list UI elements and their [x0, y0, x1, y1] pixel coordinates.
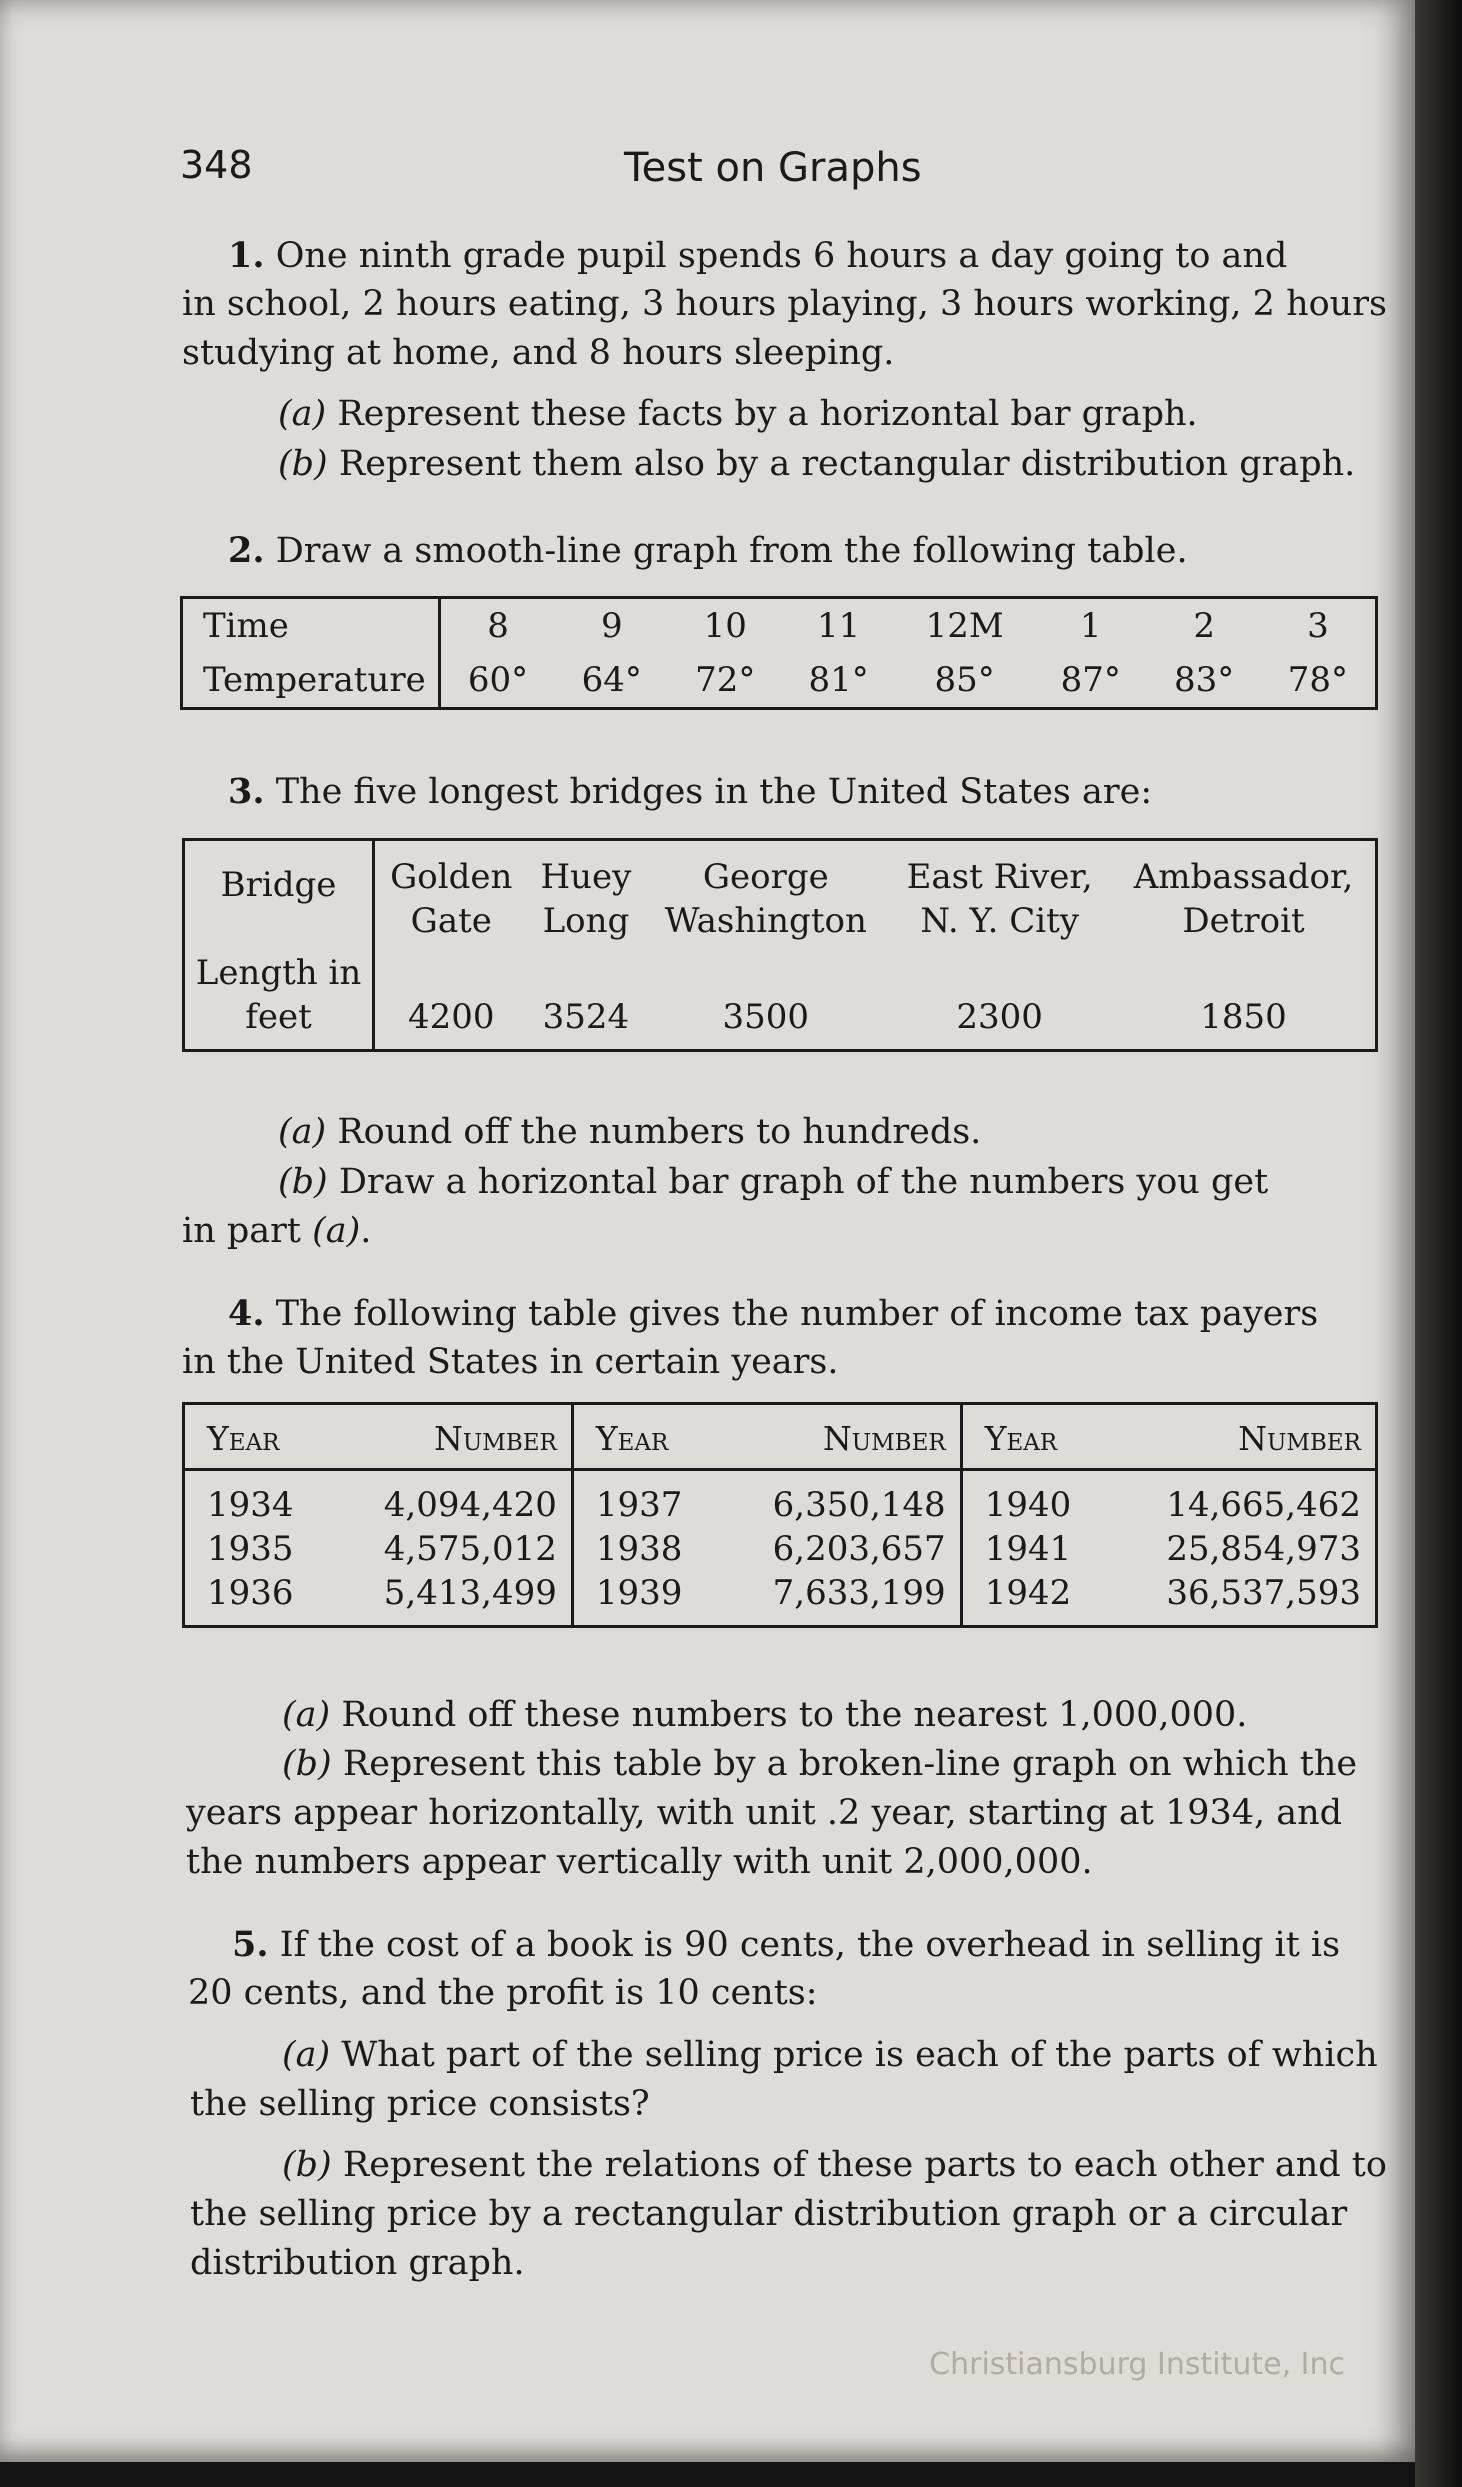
table-row: 1936 5,413,499 1939 7,633,199 1942 36,537,593 — [184, 1571, 1377, 1627]
temperature-cell: 64° — [581, 660, 642, 700]
time-cell: 8 — [487, 606, 509, 646]
time-row — [182, 598, 1377, 654]
temperature-cell: 83° — [1174, 660, 1235, 700]
problem-4-line-1: 4. The following table gives the number of income tax payers — [228, 1293, 1319, 1334]
temperature-cell: 81° — [808, 660, 869, 700]
problem-5-line-2: 20 cents, and the profit is 10 cents: — [188, 1973, 818, 2013]
time-label: Time — [182, 598, 440, 654]
problem-1-number: 1. — [228, 235, 265, 276]
bridge-name: Huey Long — [540, 857, 632, 941]
problem-3-line: 3. The five longest bridges in the United States are: — [228, 771, 1153, 812]
year-header: Year — [572, 1404, 719, 1470]
problem-1-line-3: studying at home, and 8 hours sleeping. — [182, 333, 895, 373]
problem-5-part-b-line-3: distribution graph. — [190, 2243, 525, 2283]
problem-4-number: 4. — [228, 1293, 265, 1334]
problem-1-line-2: in school, 2 hours eating, 3 hours playing, 3 hours working, 2 hours — [182, 284, 1387, 324]
problem-4-part-b: (b) Represent this table by a broken-line graph on which the — [282, 1744, 1358, 1784]
page-number: 348 — [180, 143, 253, 187]
problem-2-line: 2. Draw a smooth-line graph from the following table. — [228, 530, 1188, 571]
temperature-cell: 87° — [1060, 660, 1121, 700]
year-header: Year — [961, 1404, 1108, 1470]
problem-5-number: 5. — [232, 1924, 269, 1965]
temperature-table — [180, 596, 1378, 710]
problem-4-line-2: in the United States in certain years. — [182, 1342, 839, 1382]
number-header: Number — [330, 1404, 572, 1470]
time-cell: 2 — [1193, 606, 1215, 646]
time-cell: 12M — [925, 606, 1004, 646]
table-row: 1935 4,575,012 1938 6,203,657 1941 25,854,973 — [207, 1529, 1361, 1569]
temperature-label: Temperature — [182, 653, 440, 709]
problem-5-line-1: 5. If the cost of a book is 90 cents, the overhead in selling it is — [232, 1924, 1341, 1965]
problem-3-part-b: (b) Draw a horizontal bar graph of the numbers you get — [278, 1162, 1269, 1202]
bridge-name: Golden Gate — [390, 857, 513, 941]
temperature-cell: 60° — [467, 660, 529, 700]
bridge-length: 2300 — [956, 997, 1043, 1037]
problem-2-number: 2. — [228, 530, 265, 571]
problem-3-number: 3. — [228, 771, 265, 812]
bridge-length: 3524 — [542, 997, 630, 1037]
bridge-label: Bridge — [184, 840, 374, 948]
temperature-row — [182, 653, 1377, 709]
temperature-cell: 85° — [934, 660, 995, 700]
watermark: Christiansburg Institute, Inc — [929, 2347, 1345, 2382]
table-row: 1934 4,094,420 1937 6,350,148 1940 14,665,462 — [184, 1470, 1377, 1528]
problem-3-part-b-cont: in part (a). — [182, 1211, 372, 1251]
problem-1-part-a: (a) Represent these facts by a horizontal bar graph. — [278, 394, 1198, 434]
book-edge — [1415, 0, 1462, 2487]
problem-5-part-a-line-2: the selling price consists? — [190, 2084, 650, 2124]
bridge-length-row — [184, 947, 1377, 1051]
bridge-name: East River, N. Y. City — [906, 857, 1093, 941]
time-cell: 3 — [1307, 606, 1329, 646]
number-header: Number — [1108, 1404, 1377, 1470]
time-cell: 9 — [600, 606, 623, 646]
table-header-row — [184, 1404, 1377, 1470]
page-title: Test on Graphs — [624, 145, 922, 191]
problem-1-line-1: 1. One ninth grade pupil spends 6 hours a day going to and — [228, 235, 1288, 276]
problem-4-part-b-line-3: the numbers appear vertically with unit 2,000,000. — [186, 1842, 1093, 1882]
problem-4-part-b-line-2: years appear horizontally, with unit .2 year, starting at 1934, and — [186, 1793, 1343, 1833]
problem-1-part-b: (b) Represent them also by a rectangular distribution graph. — [278, 444, 1356, 484]
number-header: Number — [719, 1404, 961, 1470]
bridge-length: 4200 — [408, 997, 495, 1037]
bridge-length: 3500 — [722, 997, 810, 1037]
year-header: Year — [184, 1404, 331, 1470]
time-cell: 11 — [817, 606, 861, 646]
income-tax-table — [182, 1402, 1378, 1628]
temperature-cell: 78° — [1287, 660, 1349, 700]
bridge-name: Ambassador, Detroit — [1133, 857, 1354, 941]
problem-5-part-a: (a) What part of the selling price is each of the parts of which — [282, 2035, 1378, 2075]
problem-3-part-a: (a) Round off the numbers to hundreds. — [278, 1112, 982, 1152]
bridge-name: George Washington — [664, 857, 867, 941]
time-cell: 10 — [703, 606, 747, 646]
problem-4-part-a: (a) Round off these numbers to the nearest 1,000,000. — [282, 1695, 1248, 1735]
temperature-cell: 72° — [695, 660, 756, 700]
bridges-table — [182, 838, 1378, 1052]
problem-5-part-b: (b) Represent the relations of these parts to each other and to — [282, 2145, 1387, 2185]
problem-5-part-b-line-2: the selling price by a rectangular distribution graph or a circular — [190, 2194, 1348, 2234]
time-cell: 1 — [1079, 606, 1102, 646]
bridge-name-row — [184, 840, 1377, 948]
bridge-length: 1850 — [1200, 997, 1287, 1037]
length-label: Length in feet — [184, 947, 374, 1051]
